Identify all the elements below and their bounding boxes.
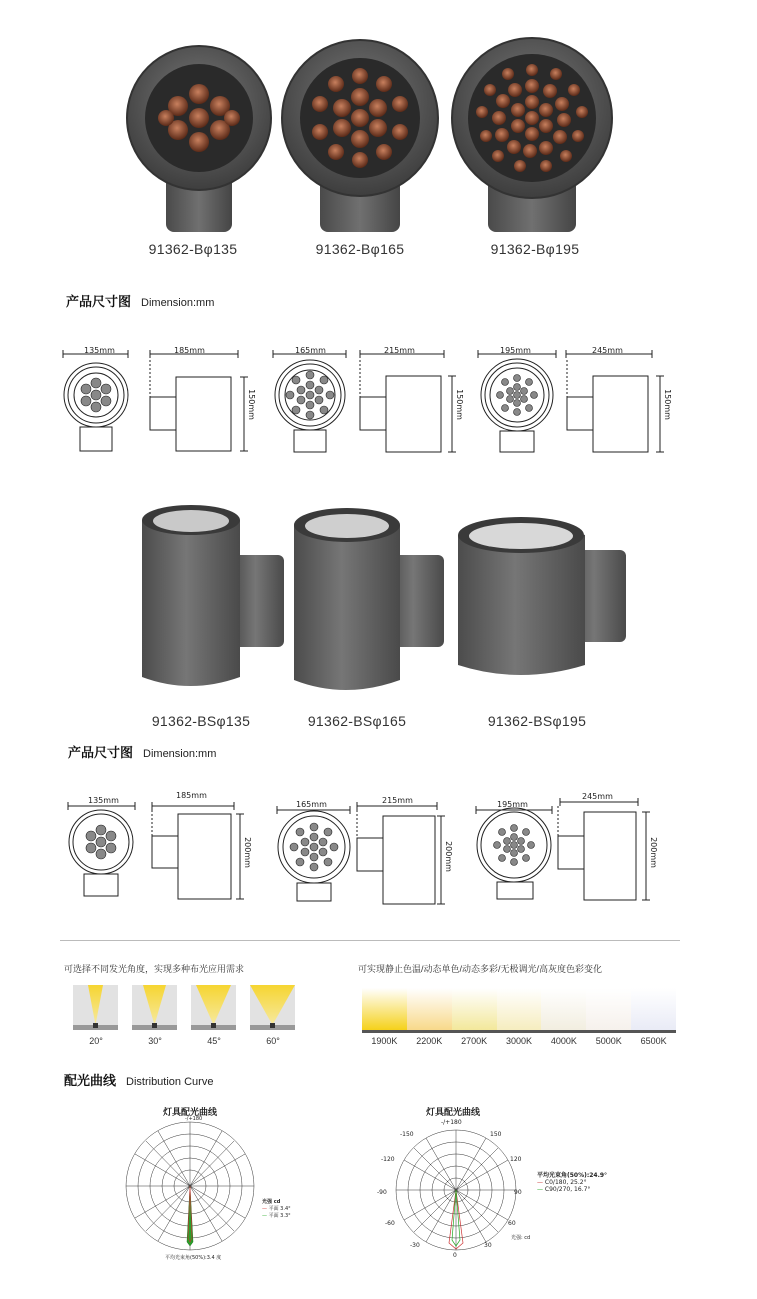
curve-right-legend-2: — C90/270, 16.7° — [537, 1186, 591, 1193]
cct-label-2: 2200K — [416, 1036, 443, 1046]
cct-swatch-2200 — [407, 988, 452, 1030]
beam-angle-label-2: 30° — [148, 1036, 162, 1046]
cct-swatch-2700 — [452, 988, 497, 1030]
dim-bs2-diameter: 165mm — [296, 800, 327, 809]
model-label-b-195: 91362-Bφ195 — [490, 241, 580, 257]
model-label-b-165: 91362-Bφ165 — [315, 241, 405, 257]
curve-right-angle-l1: -150 — [400, 1131, 414, 1138]
curve-right-legend-2-text: C90/270, 16.7° — [544, 1186, 591, 1193]
dimension-title-en: Dimension:mm — [141, 297, 215, 309]
curve-right-bottom-label: 0 — [453, 1252, 457, 1259]
cct-labels — [362, 1036, 676, 1046]
dim-bs2-depth: 215mm — [382, 796, 413, 805]
cct-label-7: 6500K — [640, 1036, 667, 1046]
beam-angle-label-3: 45° — [207, 1036, 221, 1046]
curve-left-top-label: -/+180 — [185, 1116, 203, 1122]
curve-left-legend-1: — 平面 3.4° — [262, 1206, 291, 1212]
polar-chart-left — [125, 1120, 255, 1252]
cct-label-5: 4000K — [550, 1036, 577, 1046]
curve-right-legend-title: 平均光束角(50%):24.9° — [537, 1172, 608, 1179]
lamp-bs-135 — [142, 505, 284, 686]
curve-right-title: 灯具配光曲线 — [425, 1107, 480, 1117]
curve-right-angle-l3: -90 — [377, 1189, 387, 1196]
curve-left-legend-title: 光强 cd — [262, 1199, 281, 1205]
curve-right-angle-r3: 90 — [514, 1189, 522, 1196]
model-label-bs-135: 91362-BSφ135 — [151, 713, 251, 729]
beam-angle-label-1: 20° — [89, 1036, 103, 1046]
polar-chart-right — [392, 1128, 520, 1252]
model-label-bs-195: 91362-BSφ195 — [487, 713, 587, 729]
lamp-b-195 — [452, 38, 612, 232]
curve-left-title: 灯具配光曲线 — [162, 1107, 217, 1117]
dim-bs3-height: 200mm — [648, 837, 658, 868]
beam-caption: 可选择不同发光角度，实现多种布光应用需求 — [64, 964, 245, 974]
dim-b2-diameter: 165mm — [295, 346, 326, 355]
curve-right-top-label: -/+180 — [441, 1119, 462, 1126]
curve-right-unit: 光强: cd — [511, 1235, 531, 1241]
dim-bs1-diameter: 135mm — [88, 796, 119, 805]
curve-left-legend — [262, 1198, 332, 1219]
curve-left-legend-1-text: 平面 3.4° — [268, 1206, 291, 1212]
curve-section-title — [64, 1070, 213, 1089]
divider — [60, 940, 680, 941]
curve-right-legend-1-text: C0/180, 25.2° — [544, 1179, 587, 1186]
cct-swatch-4000 — [541, 988, 586, 1030]
dimension-section-title-2 — [68, 742, 216, 761]
dimension-title-en: Dimension:mm — [143, 748, 217, 760]
dim-b2-height: 150mm — [454, 389, 464, 420]
curve-right-angle-r5: 30 — [484, 1242, 492, 1249]
cct-swatch-3000 — [497, 988, 542, 1030]
cct-swatch-6500 — [631, 988, 676, 1030]
cct-label-3: 2700K — [461, 1036, 488, 1046]
curve-right-angle-r2: 120 — [510, 1156, 522, 1163]
curve-right-angle-r4: 60 — [508, 1220, 516, 1227]
b-series-photos — [0, 0, 757, 240]
curve-left-legend-2-text: 平面 3.3° — [268, 1213, 291, 1219]
dim-bs1-depth: 185mm — [176, 791, 207, 800]
dimension-title-cn: 产品尺寸图 — [66, 294, 132, 309]
dim-b3-height: 150mm — [662, 389, 672, 420]
dim-bs1-height: 200mm — [242, 837, 252, 868]
curve-left-footer: 平均光束角(50%):3.4 度 — [165, 1255, 222, 1261]
curve-title-cn: 配光曲线 — [64, 1073, 117, 1088]
dim-b1-diameter: 135mm — [84, 346, 115, 355]
dim-b3-depth: 245mm — [592, 346, 623, 355]
lamp-b-165 — [282, 40, 438, 232]
dim-bs3-diameter: 195mm — [497, 800, 528, 809]
lamp-b-135 — [127, 46, 271, 232]
cct-swatches — [362, 988, 676, 1030]
dimension-section-title-1 — [66, 291, 214, 310]
dim-b1-height: 150mm — [246, 389, 256, 420]
beam-angle-diagrams — [70, 985, 300, 1033]
cct-swatch-1900 — [362, 988, 407, 1030]
dim-bs2-height: 200mm — [443, 841, 453, 872]
cct-label-1: 1900K — [371, 1036, 398, 1046]
cct-base-line — [362, 1030, 676, 1033]
lamp-bs-165 — [294, 508, 444, 690]
dim-b2-depth: 215mm — [384, 346, 415, 355]
bs-series-photos — [0, 495, 757, 705]
lamp-bs-195 — [458, 517, 626, 675]
cct-caption: 可实现静止色温/动态单色/动态多彩/无极调光/高灰度色彩变化 — [358, 964, 603, 974]
curve-title-en: Distribution Curve — [126, 1076, 214, 1088]
curve-right-legend-1: — C0/180, 25.2° — [537, 1179, 587, 1186]
dimension-title-cn: 产品尺寸图 — [68, 745, 134, 760]
model-label-bs-165: 91362-BSφ165 — [307, 713, 407, 729]
beam-angle-label-4: 60° — [266, 1036, 280, 1046]
curve-right-angle-l5: -30 — [410, 1242, 420, 1249]
dim-bs3-depth: 245mm — [582, 792, 613, 801]
cct-swatch-5000 — [586, 988, 631, 1030]
cct-label-4: 3000K — [505, 1036, 533, 1046]
curve-left-legend-2: — 平面 3.3° — [262, 1213, 291, 1219]
curve-right-angle-r1: 150 — [490, 1131, 502, 1138]
b-series-dimension-drawings — [0, 340, 757, 465]
cct-label-6: 5000K — [595, 1036, 622, 1046]
curve-right-angle-l2: -120 — [381, 1156, 395, 1163]
dim-b1-depth: 185mm — [174, 346, 205, 355]
model-label-b-135: 91362-Bφ135 — [148, 241, 238, 257]
dim-b3-diameter: 195mm — [500, 346, 531, 355]
curve-right-angle-l4: -60 — [385, 1220, 395, 1227]
curve-right-legend — [537, 1170, 647, 1193]
bs-series-dimension-drawings — [0, 790, 757, 910]
